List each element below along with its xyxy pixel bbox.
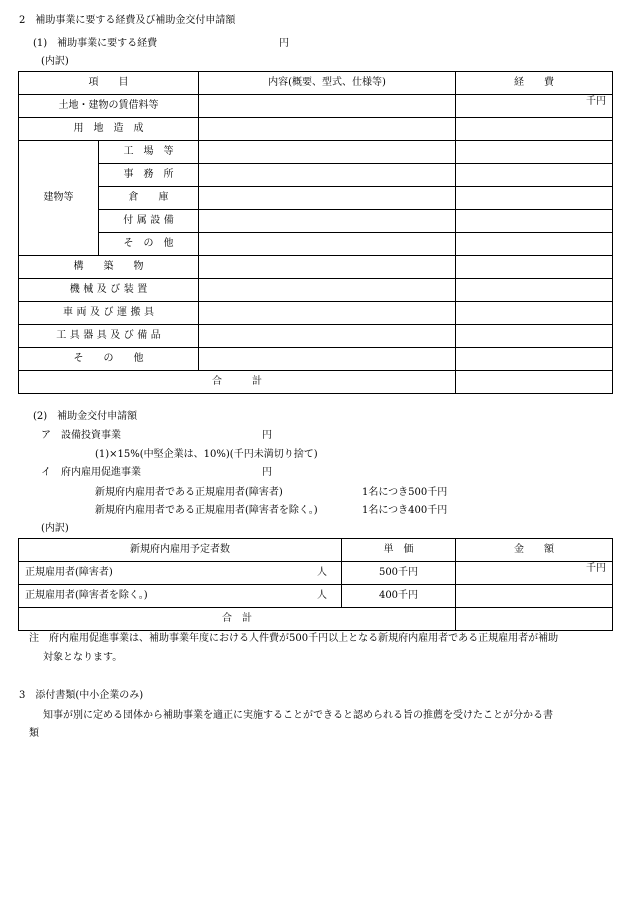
- section-3-title: 3 添付書類(中小企業のみ): [19, 690, 144, 701]
- employee-type-label: 正規雇用者(障害者): [25, 567, 113, 578]
- row-label-structure: 構 築 物: [19, 256, 199, 279]
- item-a-yen: 円: [262, 430, 272, 441]
- person-unit: 人: [317, 590, 327, 601]
- table-row: [19, 325, 613, 348]
- content-cell[interactable]: [199, 118, 456, 141]
- total-label: 合 計: [19, 608, 456, 631]
- expense-cell[interactable]: [456, 210, 613, 233]
- expense-cell[interactable]: [456, 256, 613, 279]
- row-label-warehouse: 倉 庫: [99, 187, 199, 210]
- content-cell[interactable]: [199, 279, 456, 302]
- header-content: 内容(概要、型式、仕様等): [199, 72, 456, 95]
- expense-table: [18, 71, 613, 394]
- content-cell[interactable]: [199, 233, 456, 256]
- table-row: [19, 95, 613, 118]
- content-cell[interactable]: [199, 210, 456, 233]
- row-label-machinery: 機械及び装置: [19, 279, 199, 302]
- row-label-rent: 土地・建物の賃借料等: [19, 95, 199, 118]
- header-unit-price: 単 価: [342, 539, 456, 562]
- amount-cell[interactable]: [456, 585, 613, 608]
- table-row: [19, 233, 613, 256]
- content-cell[interactable]: [199, 164, 456, 187]
- total-label: 合 計: [19, 371, 456, 394]
- section-3-line-1: 知事が別に定める団体から補助事業を適正に実施することができると認められる旨の推薦を受けたことが分かる書: [43, 710, 553, 721]
- item-a-label: ア 設備投資事業: [41, 430, 121, 441]
- breakdown-label-2: (内訳): [41, 523, 69, 534]
- row-label-bldg-other: そ の 他: [99, 233, 199, 256]
- expense-cell[interactable]: [456, 325, 613, 348]
- row-label-non-disabled: [19, 585, 342, 608]
- subsection-1-yen: 円: [279, 38, 289, 49]
- content-cell[interactable]: [199, 325, 456, 348]
- row-label-tools: 工具器具及び備品: [19, 325, 199, 348]
- expense-cell[interactable]: [456, 348, 613, 371]
- expense-cell[interactable]: [456, 279, 613, 302]
- subsection-2-label: (2) 補助金交付申請額: [33, 411, 138, 422]
- note-line-2: 対象となります。: [43, 652, 123, 663]
- person-unit: 人: [317, 567, 327, 578]
- table-row: [19, 187, 613, 210]
- unit-label: 千円: [586, 563, 606, 574]
- table-row: [19, 585, 613, 608]
- content-cell[interactable]: [199, 348, 456, 371]
- header-amount: 金 額: [456, 539, 613, 562]
- table-row: [19, 118, 613, 141]
- content-cell[interactable]: [199, 187, 456, 210]
- table-row: [19, 279, 613, 302]
- header-expense: 経 費: [456, 72, 613, 95]
- subsection-1-label: (1) 補助事業に要する経費: [33, 38, 158, 49]
- table-row: [19, 141, 613, 164]
- item-i-line1-amount: 1名につき500千円: [362, 487, 448, 498]
- row-label-vehicles: 車両及び運搬具: [19, 302, 199, 325]
- unit-label: 千円: [586, 96, 606, 107]
- content-cell[interactable]: [199, 95, 456, 118]
- row-label-land: 用 地 造 成: [19, 118, 199, 141]
- content-cell[interactable]: [199, 141, 456, 164]
- table-row: [19, 210, 613, 233]
- item-i-label: イ 府内雇用促進事業: [41, 467, 141, 478]
- row-group-building: 建物等: [19, 141, 99, 256]
- table-row: [19, 164, 613, 187]
- unit-price-cell: 400千円: [342, 585, 456, 608]
- content-cell[interactable]: [199, 256, 456, 279]
- row-label-other: そ の 他: [19, 348, 199, 371]
- total-amount-cell[interactable]: [456, 608, 613, 631]
- table-header-row: [19, 539, 613, 562]
- section-3-line-2: 類: [29, 728, 39, 739]
- expense-cell[interactable]: [456, 164, 613, 187]
- header-item: 項 目: [19, 72, 199, 95]
- item-i-line2: 新規府内雇用者である正規雇用者(障害者を除く。): [95, 505, 318, 516]
- item-i-line1: 新規府内雇用者である正規雇用者(障害者): [95, 487, 283, 498]
- employment-table: [18, 538, 613, 631]
- content-cell[interactable]: [199, 302, 456, 325]
- table-row: [19, 256, 613, 279]
- table-header-row: [19, 72, 613, 95]
- total-expense-cell[interactable]: [456, 371, 613, 394]
- expense-cell[interactable]: [456, 141, 613, 164]
- expense-cell[interactable]: [456, 118, 613, 141]
- row-label-office: 事 務 所: [99, 164, 199, 187]
- expense-cell[interactable]: [456, 187, 613, 210]
- expense-cell[interactable]: [456, 302, 613, 325]
- employee-type-label: 正規雇用者(障害者を除く。): [25, 590, 148, 601]
- table-row: [19, 562, 613, 585]
- breakdown-label: (内訳): [41, 56, 69, 67]
- item-i-line2-amount: 1名につき400千円: [362, 505, 448, 516]
- table-total-row: [19, 608, 613, 631]
- row-label-annex: 付属設備: [99, 210, 199, 233]
- row-label-factory: 工 場 等: [99, 141, 199, 164]
- table-row: [19, 348, 613, 371]
- note-line-1: 注 府内雇用促進事業は、補助事業年度における人件費が500千円以上となる新規府内雇用者である正規雇用者が補助: [29, 633, 559, 644]
- section-2-title: 2 補助事業に要する経費及び補助金交付申請額: [19, 15, 236, 26]
- item-a-formula: (1)×15%(中堅企業は、10%)(千円未満切り捨て): [95, 449, 318, 460]
- expense-cell[interactable]: [456, 95, 613, 118]
- table-row: [19, 302, 613, 325]
- item-i-yen: 円: [262, 467, 272, 478]
- header-employees: 新規府内雇用予定者数: [19, 539, 342, 562]
- row-label-disabled: [19, 562, 342, 585]
- unit-price-cell: 500千円: [342, 562, 456, 585]
- table-total-row: [19, 371, 613, 394]
- amount-cell[interactable]: [456, 562, 613, 585]
- expense-cell[interactable]: [456, 233, 613, 256]
